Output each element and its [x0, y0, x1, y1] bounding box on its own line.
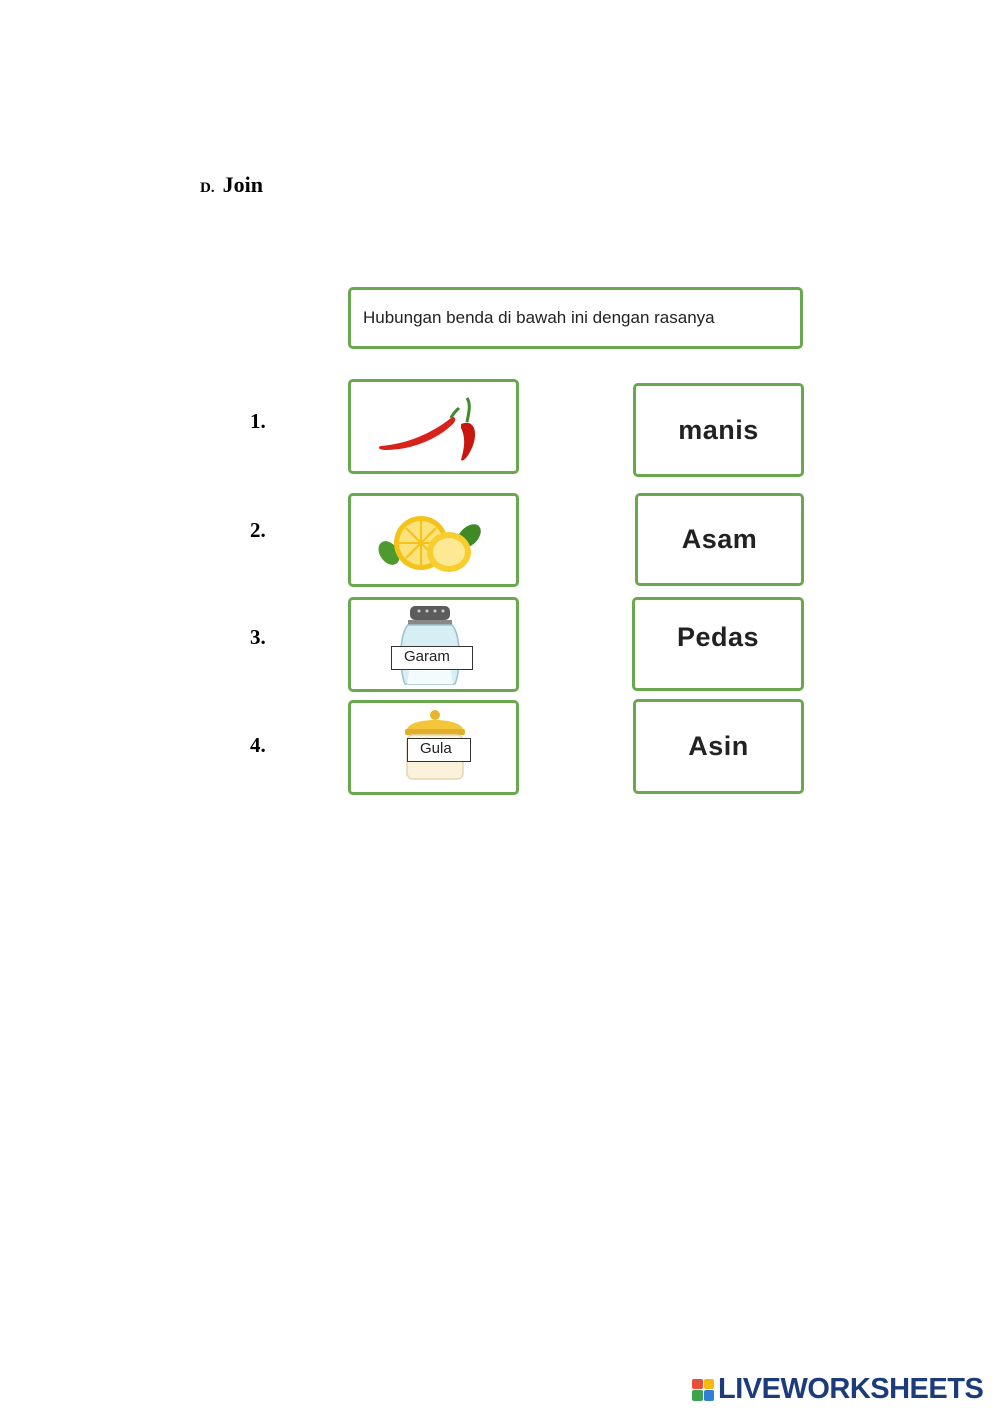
- image-card-2[interactable]: [348, 493, 519, 587]
- row-number-1: 1.: [250, 409, 266, 433]
- word-card-2[interactable]: [635, 493, 804, 586]
- liveworksheets-logo: [692, 1373, 983, 1406]
- image-card-4[interactable]: [348, 700, 519, 795]
- row-number-2: 2.: [250, 518, 266, 542]
- image-card-1[interactable]: [348, 379, 519, 474]
- chili-peppers-icon: [351, 382, 516, 471]
- section-title: Join: [222, 172, 263, 197]
- word-card-3[interactable]: [632, 597, 804, 691]
- word-text-1: manis: [678, 414, 759, 445]
- image-card-3[interactable]: [348, 597, 519, 692]
- brand-name: LIVEWORKSHEETS: [718, 1373, 984, 1405]
- section-heading: [200, 172, 263, 198]
- salt-shaker-icon: [351, 600, 516, 689]
- brand-mark-icon: [692, 1379, 714, 1401]
- lemon-icon: [351, 496, 516, 584]
- row-number-3: 3.: [250, 625, 266, 649]
- row-number-4: 4.: [250, 733, 266, 757]
- salt-label: Garam: [391, 646, 473, 670]
- word-text-4: Asin: [688, 731, 749, 761]
- word-text-3: Pedas: [676, 622, 760, 652]
- word-card-4[interactable]: [633, 699, 804, 794]
- sugar-label: Gula: [407, 738, 471, 762]
- instruction-box: [348, 287, 803, 349]
- instruction-text: Hubungan benda di bawah ini dengan rasanya: [363, 308, 715, 327]
- section-letter: D.: [200, 180, 215, 196]
- word-card-1[interactable]: [633, 383, 804, 477]
- word-text-2: Asam: [681, 524, 758, 554]
